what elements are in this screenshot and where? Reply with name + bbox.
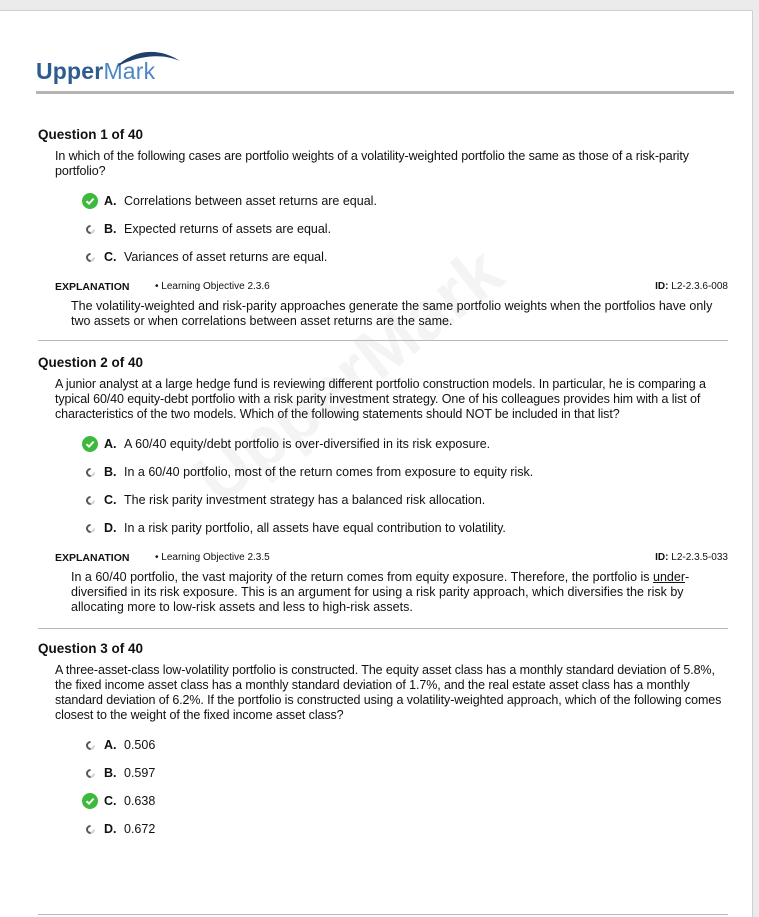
option-c[interactable] xyxy=(82,486,728,514)
question-title: Question 2 of 40 xyxy=(38,355,144,370)
option-letter: C. xyxy=(104,493,117,507)
exam-page xyxy=(0,10,753,917)
radio-icon xyxy=(82,821,98,837)
explanation-label: EXPLANATION xyxy=(55,552,130,564)
option-text: 0.506 xyxy=(124,738,156,752)
question-2 xyxy=(38,355,728,615)
option-b[interactable] xyxy=(82,759,728,787)
question-text: In which of the following cases are portfolio weights of a volatility-weighted portfolio the same as those of a risk-parity portfolio? xyxy=(55,149,689,178)
radio-icon xyxy=(82,520,98,536)
radio-icon xyxy=(82,765,98,781)
explanation-text: The volatility-weighted and risk-parity approaches generate the same portfolio weights when the portfolios have only two assets or when correlations between asset returns are the same. xyxy=(71,299,713,328)
answer-options xyxy=(38,187,728,271)
question-title: Question 1 of 40 xyxy=(38,127,144,142)
correct-check-icon xyxy=(82,793,98,809)
radio-icon xyxy=(82,737,98,753)
option-text: 0.672 xyxy=(124,822,156,836)
explanation-emphasis: under xyxy=(653,570,685,584)
learning-objective: • Learning Objective 2.3.6 xyxy=(155,281,270,292)
correct-check-icon xyxy=(82,193,98,209)
logo-word-upper: Upper xyxy=(36,58,104,84)
radio-icon xyxy=(82,464,98,480)
question-divider xyxy=(38,628,728,629)
question-title: Question 3 of 40 xyxy=(38,641,144,656)
option-c[interactable] xyxy=(82,787,728,815)
option-letter: A. xyxy=(104,437,117,451)
question-id xyxy=(655,552,728,564)
option-b[interactable] xyxy=(82,215,728,243)
explanation-header xyxy=(55,552,728,564)
explanation-header xyxy=(55,281,728,293)
question-3 xyxy=(38,641,728,843)
option-text: In a 60/40 portfolio, most of the return comes from exposure to equity risk. xyxy=(124,465,534,479)
question-text: A junior analyst at a large hedge fund is reviewing different portfolio construction models. In particular, he is comparing a typical 60/40 equity-debt portfolio with a risk parity investment strategy. One of his colleagues provides him with a list of characteristics of the two models. Which of the following statements should NOT be included in that list? xyxy=(55,377,706,421)
option-text: Correlations between asset returns are equal. xyxy=(124,194,377,208)
radio-icon xyxy=(82,492,98,508)
option-b[interactable] xyxy=(82,458,728,486)
header-divider xyxy=(36,91,734,94)
option-a[interactable] xyxy=(82,430,728,458)
option-text: Expected returns of assets are equal. xyxy=(124,222,332,236)
option-letter: C. xyxy=(104,794,117,808)
explanation-text-part: -diversified in its risk exposure. This is an argument for using a risk parity approach, which diversifies the risk by allocating more to low-risk assets and less to high-risk assets. xyxy=(71,570,690,614)
option-letter: A. xyxy=(104,194,117,208)
question-1 xyxy=(38,127,728,329)
option-text: The risk parity investment strategy has a balanced risk allocation. xyxy=(124,493,486,507)
explanation-label: EXPLANATION xyxy=(55,281,130,293)
answer-options xyxy=(38,430,728,542)
id-label: ID: xyxy=(655,552,669,563)
option-letter: B. xyxy=(104,465,117,479)
option-text: 0.638 xyxy=(124,794,156,808)
option-letter: D. xyxy=(104,822,117,836)
option-letter: D. xyxy=(104,521,117,535)
option-c[interactable] xyxy=(82,243,728,271)
option-letter: C. xyxy=(104,250,117,264)
id-value: L2-2.3.6-008 xyxy=(671,281,728,292)
explanation-text-part: In a 60/40 portfolio, the vast majority of the return comes from equity exposure. Therefore, the portfolio is xyxy=(71,570,654,584)
question-divider xyxy=(38,914,728,915)
option-text: 0.597 xyxy=(124,766,156,780)
question-id xyxy=(655,281,728,293)
id-label: ID: xyxy=(655,281,669,292)
learning-objective: • Learning Objective 2.3.5 xyxy=(155,552,270,563)
option-text: In a risk parity portfolio, all assets have equal contribution to volatility. xyxy=(124,521,506,535)
option-letter: A. xyxy=(104,738,117,752)
option-a[interactable] xyxy=(82,187,728,215)
uppermark-logo xyxy=(36,45,196,85)
option-d[interactable] xyxy=(82,514,728,542)
option-text: A 60/40 equity/debt portfolio is over-diversified in its risk exposure. xyxy=(124,437,491,451)
option-text: Variances of asset returns are equal. xyxy=(124,250,328,264)
logo-word-mark: Mark xyxy=(103,58,156,84)
logo-swoosh-icon xyxy=(114,45,184,75)
radio-icon xyxy=(82,249,98,265)
option-a[interactable] xyxy=(82,731,728,759)
option-letter: B. xyxy=(104,222,117,236)
question-text: A three-asset-class low-volatility portfolio is constructed. The equity asset class has a monthly standard deviation of 5.8%, the fixed income asset class has a monthly standard deviation of 1.7%, and the real estate asset class has a monthly standard deviation of 6.2%. If the portfolio is constructed using a volatility-weighted approach, which of the following comes closest to the weight of the fixed income asset class? xyxy=(55,663,722,722)
explanation-text xyxy=(71,570,728,615)
question-divider xyxy=(38,340,728,341)
option-letter: B. xyxy=(104,766,117,780)
answer-options xyxy=(38,731,728,843)
radio-icon xyxy=(82,221,98,237)
id-value: L2-2.3.5-033 xyxy=(671,552,728,563)
correct-check-icon xyxy=(82,436,98,452)
option-d[interactable] xyxy=(82,815,728,843)
